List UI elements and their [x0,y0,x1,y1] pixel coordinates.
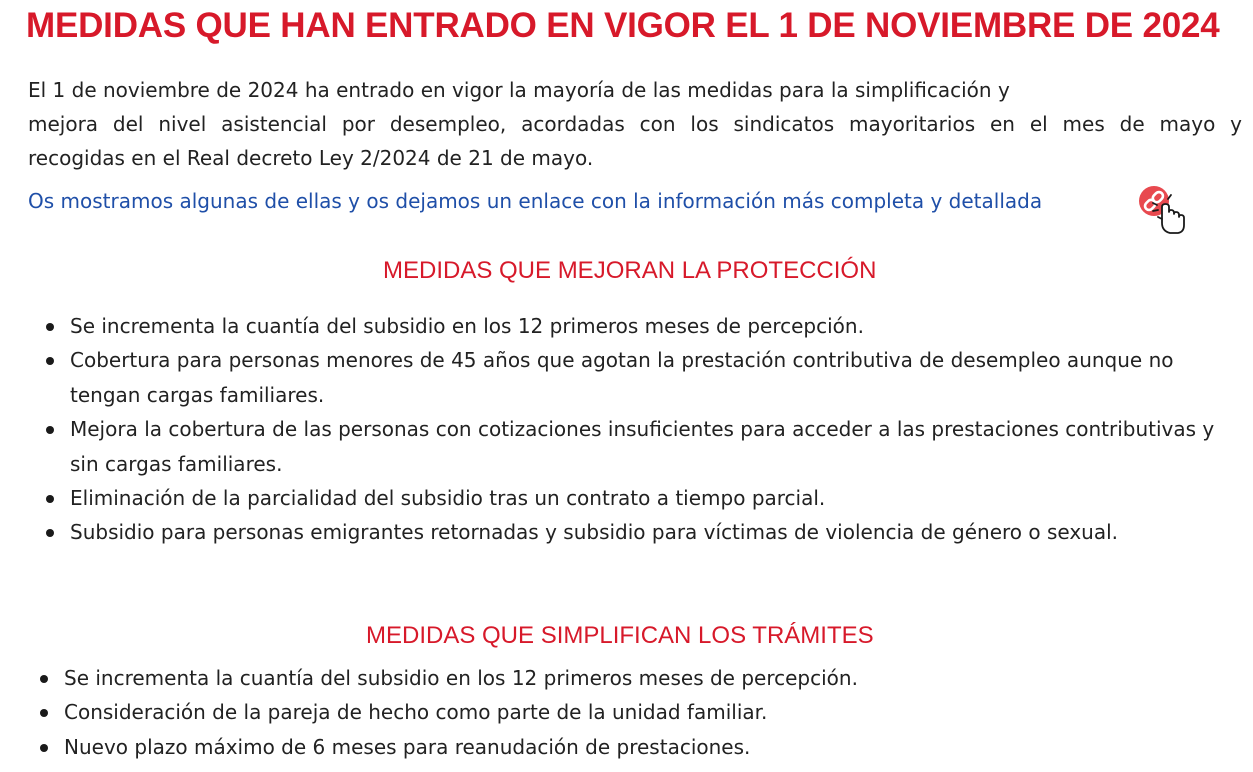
bullet-icon [46,323,54,331]
section-heading-procedures: MEDIDAS QUE SIMPLIFICAN LOS TRÁMITES [366,622,874,649]
list-item: Eliminación de la parcialidad del subsidio tras un contrato a tiempo parcial. [70,481,1230,515]
intro-line-1: El 1 de noviembre de 2024 ha entrado en vigor la mayoría de las medidas para la simplificación y [28,78,1010,102]
bullet-icon [46,529,54,537]
list-item: Se incrementa la cuantía del subsidio en los 12 primeros meses de percepción. [70,309,1230,343]
bullet-icon [46,357,54,365]
protection-measures-list [70,309,1230,550]
bullet-icon [46,426,54,434]
link-pointer-icon[interactable] [1138,185,1188,237]
list-item: Se incrementa la cuantía del subsidio en los 12 primeros meses de percepción. [64,661,1224,695]
bullet-icon [40,675,48,683]
intro-line-3: recogidas en el Real decreto Ley 2/2024 de 21 de mayo. [28,146,594,170]
list-item: Consideración de la pareja de hecho como parte de la unidad familiar. [64,695,1224,729]
bullet-icon [40,709,48,717]
section-heading-protection: MEDIDAS QUE MEJORAN LA PROTECCIÓN [383,257,877,284]
intro-paragraph [28,73,1242,175]
list-item: Mejora la cobertura de las personas con cotizaciones insuficientes para acceder a las prestaciones contributivas y sin cargas familiares. [70,412,1230,481]
bullet-icon [40,744,48,752]
page-title: MEDIDAS QUE HAN ENTRADO EN VIGOR EL 1 DE NOVIEMBRE DE 2024 [26,6,1220,45]
list-item: Cobertura para personas menores de 45 años que agotan la prestación contributiva de desempleo aunque no tengan cargas familiares. [70,343,1230,412]
bullet-icon [46,495,54,503]
simplification-measures-list [64,661,1224,764]
list-item: Nuevo plazo máximo de 6 meses para reanudación de prestaciones. [64,730,1224,764]
intro-line-2: mejora del nivel asistencial por desempleo, acordadas con los sindicatos mayoritarios en el mes de mayo y [28,112,1242,136]
list-item: Subsidio para personas emigrantes retornadas y subsidio para víctimas de violencia de género o sexual. [70,515,1230,549]
info-link-text[interactable]: Os mostramos algunas de ellas y os dejamos un enlace con la información más completa y detallada [28,189,1043,213]
